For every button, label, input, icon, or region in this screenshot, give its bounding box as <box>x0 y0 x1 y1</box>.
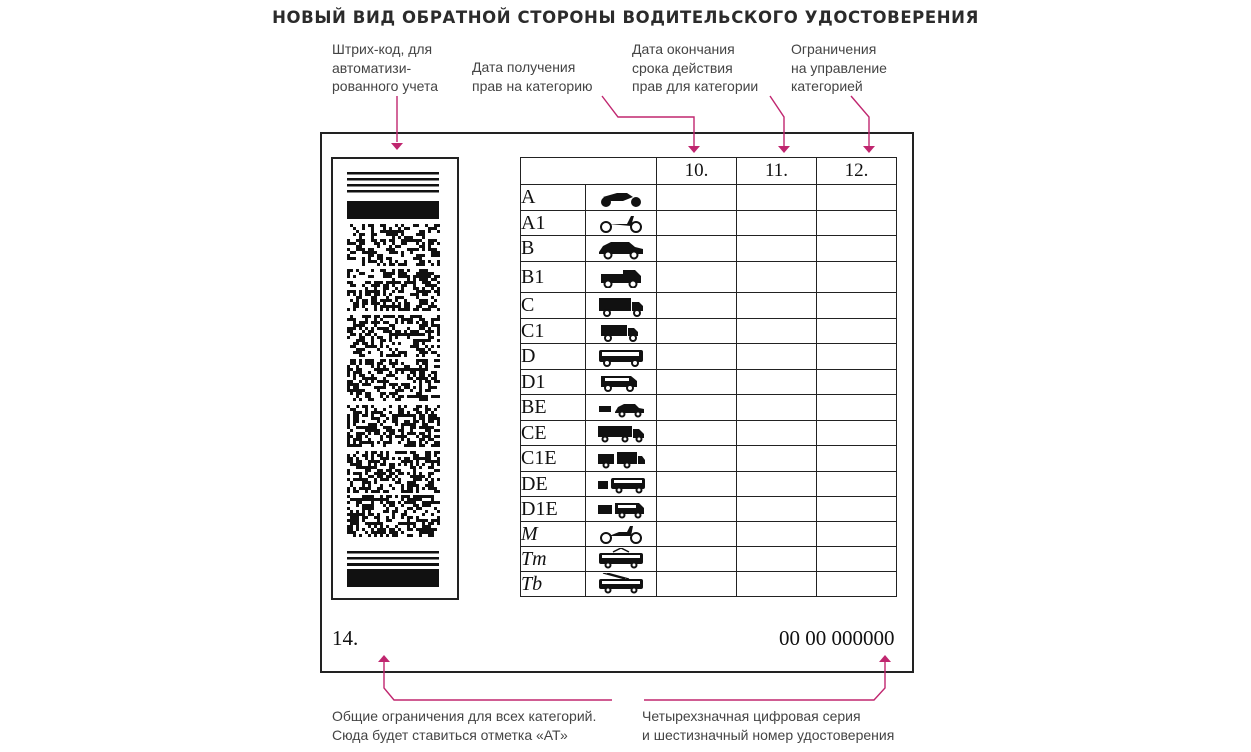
annotation-line: прав на категорию <box>472 77 593 94</box>
category-label: C1 <box>521 319 586 344</box>
header-col-11: 11. <box>737 158 817 185</box>
category-label: C <box>521 293 586 319</box>
category-label: B <box>521 236 586 262</box>
field-14-arrow-icon <box>378 655 390 662</box>
annotation-line: Штрих-код, для <box>332 41 433 57</box>
field-14-label: 14. <box>332 626 359 650</box>
annotation-line: Дата окончания <box>632 41 735 57</box>
category-label: D1E <box>521 497 586 522</box>
annotation-line: Сюда будет ставиться отметка «АТ» <box>332 726 568 743</box>
annotation-line: срока действия <box>632 59 733 76</box>
field-14-connector <box>384 662 612 700</box>
annotation-line: Дата получения <box>472 59 576 75</box>
serial-arrow-icon <box>879 655 891 662</box>
category-label: A1 <box>521 211 586 236</box>
annotation-line: Четырехзначная цифровая серия <box>642 708 861 724</box>
category-label: M <box>521 522 586 547</box>
serial-connector <box>644 662 885 700</box>
category-label: Tb <box>521 572 586 597</box>
category-label: A <box>521 185 586 211</box>
barcode-arrow-icon <box>391 143 403 150</box>
category-label: D <box>521 344 586 370</box>
annotation-line: категорией <box>791 78 863 94</box>
category-label: BE <box>521 395 586 421</box>
category-label: D1 <box>521 370 586 395</box>
annotation-line: Ограничения <box>791 41 877 57</box>
category-label: C1E <box>521 446 586 472</box>
serial-number: 00 00 000000 <box>779 626 895 650</box>
column-12-arrow-icon <box>863 146 875 153</box>
category-label: Tm <box>521 547 586 572</box>
category-label: B1 <box>521 262 586 293</box>
header-col-12: 12. <box>817 158 897 185</box>
category-label: CE <box>521 421 586 446</box>
column-10-connector <box>602 96 694 146</box>
annotation-line: и шестизначный номер удостоверения <box>642 726 895 743</box>
annotation-line: Общие ограничения для всех категорий. <box>332 708 597 724</box>
header-col-10: 10. <box>657 158 737 185</box>
column-11-arrow-icon <box>778 146 790 153</box>
annotation-line: рованного учета <box>332 78 439 94</box>
category-label: DE <box>521 472 586 497</box>
column-10-arrow-icon <box>688 146 700 153</box>
annotation-line: прав для категории <box>632 78 759 94</box>
column-11-connector <box>770 96 784 146</box>
page-title: НОВЫЙ ВИД ОБРАТНОЙ СТОРОНЫ ВОДИТЕЛЬСКОГО УДОСТОВЕРЕНИЯ <box>272 8 979 27</box>
annotation-line: автоматизи- <box>332 59 412 76</box>
column-12-connector <box>851 96 869 146</box>
annotation-line: на управление <box>791 59 887 76</box>
